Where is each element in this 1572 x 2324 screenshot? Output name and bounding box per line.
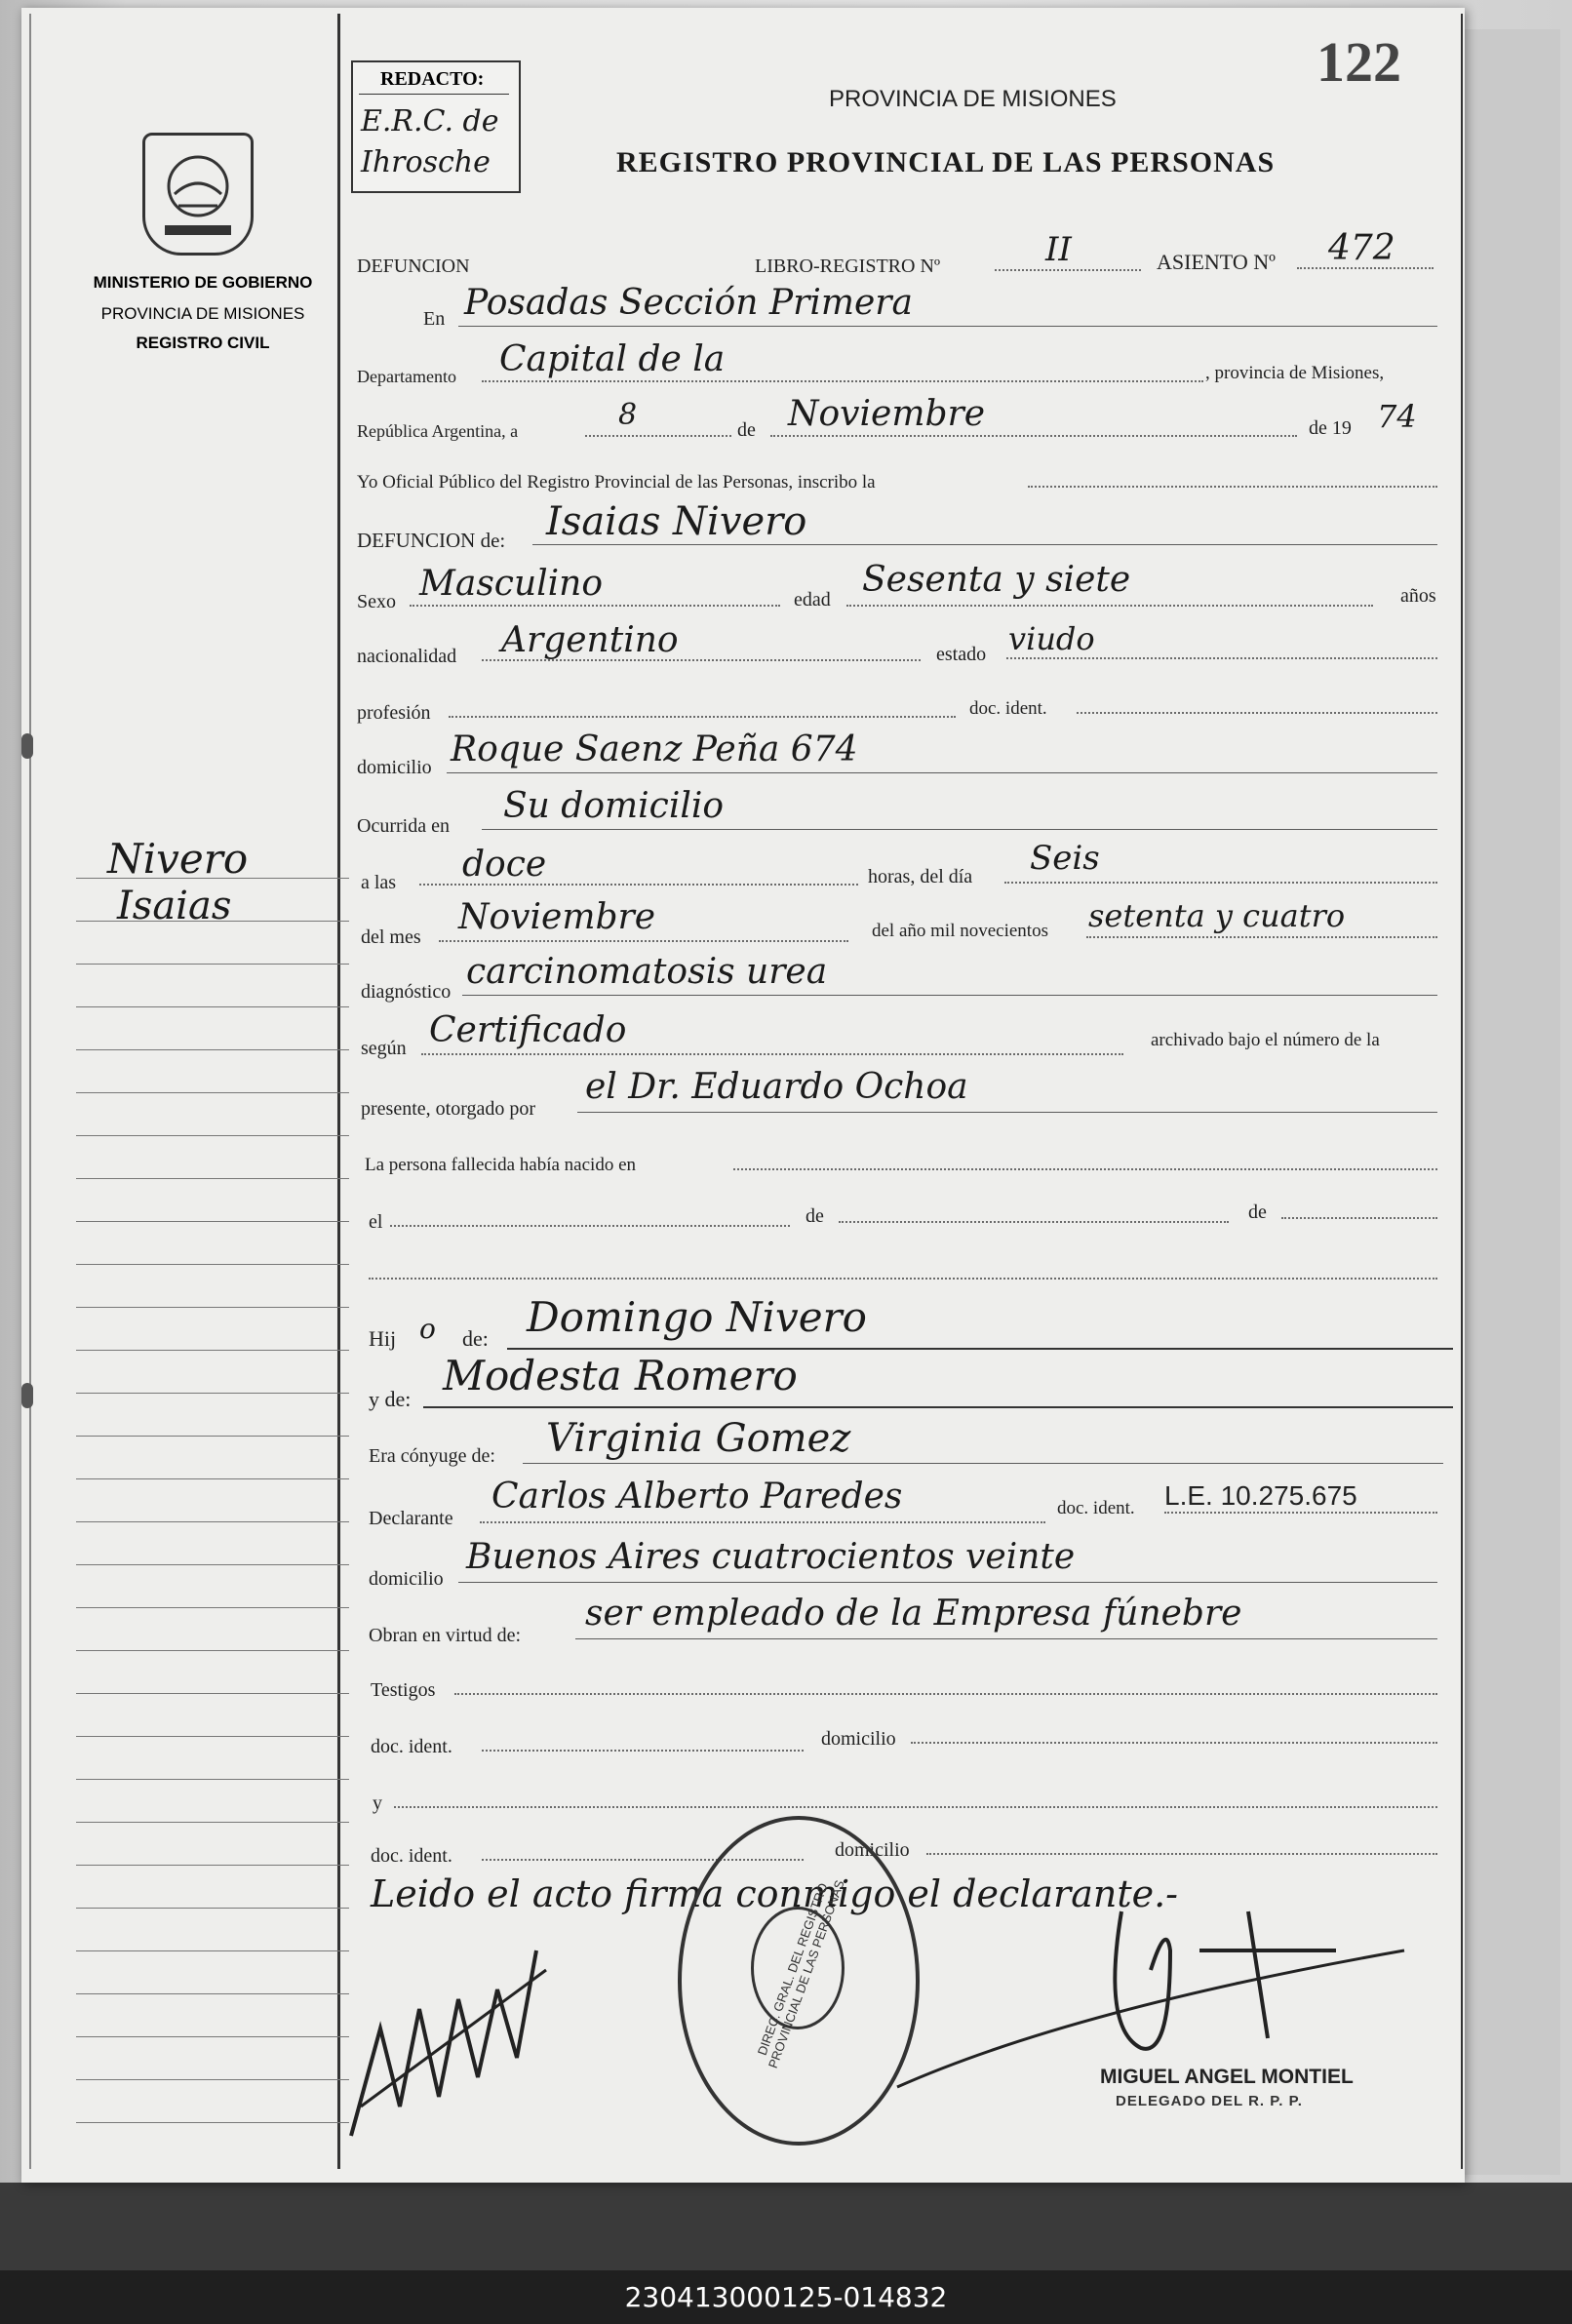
margin-rule bbox=[76, 1478, 349, 1479]
dia-fallec-value: Seis bbox=[1030, 839, 1100, 878]
hij-suffix: o bbox=[419, 1313, 436, 1345]
del-ano-label: del año mil novecientos bbox=[872, 921, 1048, 941]
de3-label: de bbox=[1248, 1201, 1267, 1223]
redacto-underline bbox=[359, 94, 509, 95]
archivado-label: archivado bajo el número de la bbox=[1151, 1030, 1380, 1050]
estado-label: estado bbox=[936, 644, 987, 665]
official-name: MIGUEL ANGEL MONTIEL bbox=[1100, 2066, 1354, 2088]
segun-label: según bbox=[361, 1038, 407, 1059]
image-id-bar bbox=[0, 2270, 1572, 2324]
underlying-page bbox=[1453, 29, 1560, 2175]
sexo-label: Sexo bbox=[357, 591, 396, 612]
estado-value: viudo bbox=[1008, 620, 1095, 657]
defuncion-de-label: DEFUNCION de: bbox=[357, 529, 506, 552]
dia-fallec-line bbox=[1004, 882, 1437, 884]
margin-rule bbox=[76, 878, 349, 879]
margin-rule bbox=[76, 1521, 349, 1522]
margin-rule bbox=[76, 1822, 349, 1823]
margin-rule bbox=[76, 2122, 349, 2123]
declarante-doc-value: L.E. 10.275.675 bbox=[1164, 1480, 1357, 1511]
doc-ident4-label: doc. ident. bbox=[371, 1845, 452, 1867]
nombre-line bbox=[532, 544, 1437, 545]
libro-value: II bbox=[1045, 230, 1072, 269]
blank-line bbox=[369, 1278, 1437, 1280]
nacionalidad-label: nacionalidad bbox=[357, 646, 457, 667]
doc-ident3-label: doc. ident. bbox=[371, 1736, 452, 1757]
obran-line bbox=[575, 1638, 1437, 1639]
mes-line bbox=[770, 435, 1297, 437]
ocurrida-value: Su domicilio bbox=[503, 786, 725, 826]
margin-rule bbox=[76, 1135, 349, 1136]
domicilio2-line bbox=[458, 1582, 1437, 1583]
provincia-label: , provincia de Misiones, bbox=[1205, 363, 1385, 383]
presente-label: presente, otorgado por bbox=[361, 1098, 536, 1120]
el-line bbox=[390, 1225, 790, 1227]
hij-de-label: de: bbox=[462, 1326, 489, 1351]
ocurrida-line bbox=[482, 829, 1437, 830]
nacido-label: La persona fallecida había nacido en bbox=[365, 1155, 636, 1175]
nacido-line bbox=[733, 1168, 1437, 1170]
a-las-label: a las bbox=[361, 872, 397, 893]
ministry-line-1: MINISTERIO DE GOBIERNO bbox=[93, 273, 313, 292]
conyuge-value: Virginia Gomez bbox=[546, 1416, 851, 1461]
province-title: PROVINCIA DE MISIONES bbox=[829, 86, 1117, 112]
margin-rule bbox=[76, 1993, 349, 1994]
asiento-value: 472 bbox=[1328, 228, 1395, 268]
margin-note-surname: Nivero bbox=[107, 835, 249, 883]
libro-line bbox=[995, 269, 1141, 271]
margin-rule bbox=[76, 1950, 349, 1951]
y-label: y bbox=[373, 1792, 382, 1814]
dia-value: 8 bbox=[618, 398, 638, 432]
sexo-value: Masculino bbox=[419, 564, 604, 604]
de2-label: de bbox=[806, 1205, 824, 1227]
declarante-domicilio-value: Buenos Aires cuatrocientos veinte bbox=[466, 1537, 1076, 1577]
closing-statement: Leido el acto firma conmigo el declarante.- bbox=[371, 1872, 1179, 1915]
testigo1-dom-line bbox=[911, 1742, 1437, 1744]
mes-value: Noviembre bbox=[788, 394, 986, 434]
defuncion-label: DEFUNCION bbox=[357, 256, 470, 277]
yo-oficial-label: Yo Oficial Público del Registro Provincial de las Personas, inscribo la bbox=[357, 472, 876, 492]
margin-rule bbox=[76, 1049, 349, 1050]
edad-line bbox=[846, 605, 1373, 607]
margin-note-firstname: Isaias bbox=[117, 884, 232, 928]
del-mes-label: del mes bbox=[361, 926, 421, 948]
domicilio4-label: domicilio bbox=[835, 1839, 910, 1861]
de2-line bbox=[839, 1221, 1229, 1223]
de3-line bbox=[1281, 1217, 1437, 1219]
doc-ident2-label: doc. ident. bbox=[1057, 1498, 1135, 1518]
obran-label: Obran en virtud de: bbox=[369, 1625, 522, 1646]
ano-fallec-line bbox=[1086, 936, 1437, 938]
margin-rule bbox=[76, 1092, 349, 1093]
margin-rule bbox=[76, 1779, 349, 1780]
binding-hole bbox=[21, 733, 33, 759]
testigo2-line bbox=[394, 1806, 1437, 1808]
doc-ident-label: doc. ident. bbox=[969, 698, 1047, 719]
conyuge-line bbox=[523, 1463, 1443, 1464]
el-label: el bbox=[369, 1211, 383, 1233]
edad-value: Sesenta y siete bbox=[862, 560, 1131, 600]
y-de-label: y de: bbox=[369, 1387, 412, 1411]
madre-value: Modesta Romero bbox=[443, 1352, 798, 1399]
redacto-value: E.R.C. de Ihrosche bbox=[361, 104, 499, 179]
margin-rule bbox=[76, 1908, 349, 1909]
diagnostico-label: diagnóstico bbox=[361, 981, 452, 1003]
diagnostico-line bbox=[462, 995, 1437, 996]
declarante-doc-line bbox=[1164, 1512, 1437, 1514]
testigos-label: Testigos bbox=[371, 1679, 436, 1701]
ano-fallec-value: setenta y cuatro bbox=[1088, 897, 1346, 934]
margin-rule bbox=[76, 1178, 349, 1179]
asiento-label: ASIENTO Nº bbox=[1157, 250, 1276, 274]
redacto-label: REDACTO: bbox=[380, 68, 485, 90]
right-border bbox=[1461, 14, 1463, 2169]
margin-rule bbox=[76, 1650, 349, 1651]
margin-rule bbox=[76, 1564, 349, 1565]
margin-rule bbox=[76, 1436, 349, 1437]
margin-rule bbox=[76, 1307, 349, 1308]
nacionalidad-value: Argentino bbox=[501, 620, 679, 660]
ministry-line-2: PROVINCIA DE MISIONES bbox=[100, 304, 305, 323]
margin-rule bbox=[76, 1736, 349, 1737]
segun-value: Certificado bbox=[429, 1010, 627, 1050]
hora-value: doce bbox=[462, 845, 547, 885]
margin-rule bbox=[76, 1221, 349, 1222]
presente-line bbox=[577, 1112, 1437, 1113]
margin-rule bbox=[76, 964, 349, 965]
ministry-line-3: REGISTRO CIVIL bbox=[136, 334, 270, 352]
conyuge-label: Era cónyuge de: bbox=[369, 1445, 495, 1467]
testigo2-dom-line bbox=[926, 1853, 1437, 1855]
padre-value: Domingo Nivero bbox=[527, 1293, 867, 1341]
libro-label: LIBRO-REGISTRO Nº bbox=[755, 256, 941, 277]
page-number: 122 bbox=[1317, 30, 1401, 94]
segun-line bbox=[421, 1053, 1123, 1055]
declarante-value: Carlos Alberto Paredes bbox=[491, 1477, 903, 1517]
de-19-label: de 19 bbox=[1309, 417, 1352, 439]
en-line bbox=[458, 326, 1437, 327]
en-value: Posadas Sección Primera bbox=[464, 283, 913, 323]
registry-title: REGISTRO PROVINCIAL DE LAS PERSONAS bbox=[616, 146, 1276, 178]
margin-rule bbox=[76, 1350, 349, 1351]
otorgado-value: el Dr. Eduardo Ochoa bbox=[585, 1067, 968, 1107]
yo-oficial-line bbox=[1028, 486, 1437, 488]
madre-line bbox=[423, 1406, 1453, 1408]
padre-line bbox=[507, 1348, 1453, 1350]
profesion-label: profesión bbox=[357, 702, 431, 724]
sexo-line bbox=[410, 605, 780, 607]
redacto-box bbox=[351, 60, 521, 193]
binding-hole bbox=[21, 1383, 33, 1408]
declarante-label: Declarante bbox=[369, 1508, 453, 1529]
nombre-value: Isaias Nivero bbox=[546, 499, 807, 544]
profesion-doc-line bbox=[1077, 712, 1437, 714]
domicilio3-label: domicilio bbox=[821, 1728, 896, 1750]
coat-of-arms-icon bbox=[142, 133, 254, 256]
dia-line bbox=[585, 435, 731, 437]
margin-rule bbox=[76, 1607, 349, 1608]
domicilio-line bbox=[447, 772, 1437, 773]
margin-rule bbox=[76, 1393, 349, 1394]
margin-rule bbox=[76, 1264, 349, 1265]
horas-dia-label: horas, del día bbox=[868, 866, 973, 887]
de-label: de bbox=[737, 419, 756, 441]
departamento-line bbox=[482, 380, 1203, 382]
republica-label: República Argentina, a bbox=[357, 421, 519, 441]
ano-value: 74 bbox=[1377, 398, 1417, 435]
margin-rule bbox=[76, 2079, 349, 2080]
margin-rule bbox=[76, 1006, 349, 1007]
testigo1-doc-line bbox=[482, 1750, 804, 1752]
diagnostico-value: carcinomatosis urea bbox=[466, 952, 828, 992]
left-border bbox=[29, 14, 31, 2169]
witness-signature bbox=[341, 1911, 566, 2146]
scan-bottom-shadow bbox=[0, 2183, 1572, 2270]
departamento-label: Departamento bbox=[357, 367, 456, 386]
mes-fallec-value: Noviembre bbox=[458, 897, 656, 937]
hij-label: Hij bbox=[369, 1326, 397, 1351]
departamento-value: Capital de la bbox=[499, 339, 726, 379]
en-label: En bbox=[423, 308, 446, 330]
margin-rule bbox=[76, 1693, 349, 1694]
testigos-line bbox=[454, 1693, 1437, 1695]
anos-label: años bbox=[1400, 585, 1436, 607]
margin-divider bbox=[337, 14, 340, 2169]
estado-line bbox=[1006, 657, 1437, 659]
mes-fallec-line bbox=[439, 940, 848, 942]
image-id: 230413000125-014832 bbox=[624, 2281, 948, 2313]
ocurrida-label: Ocurrida en bbox=[357, 815, 450, 837]
declarante-line bbox=[480, 1521, 1045, 1523]
edad-label: edad bbox=[794, 589, 831, 611]
official-title: DELEGADO DEL R. P. P. bbox=[1116, 2093, 1303, 2109]
profesion-line bbox=[449, 716, 956, 718]
margin-rule bbox=[76, 1865, 349, 1866]
domicilio2-label: domicilio bbox=[369, 1568, 444, 1590]
margin-rule bbox=[76, 921, 349, 922]
obran-value: ser empleado de la Empresa fúnebre bbox=[585, 1594, 1242, 1634]
seal-text: DIREC. GRAL. DEL REGISTRO PROVINCIAL DE LAS PERSONAS bbox=[754, 1877, 847, 2070]
margin-rule bbox=[76, 2036, 349, 2037]
domicilio-value: Roque Saenz Peña 674 bbox=[451, 729, 858, 769]
domicilio-label: domicilio bbox=[357, 757, 432, 778]
